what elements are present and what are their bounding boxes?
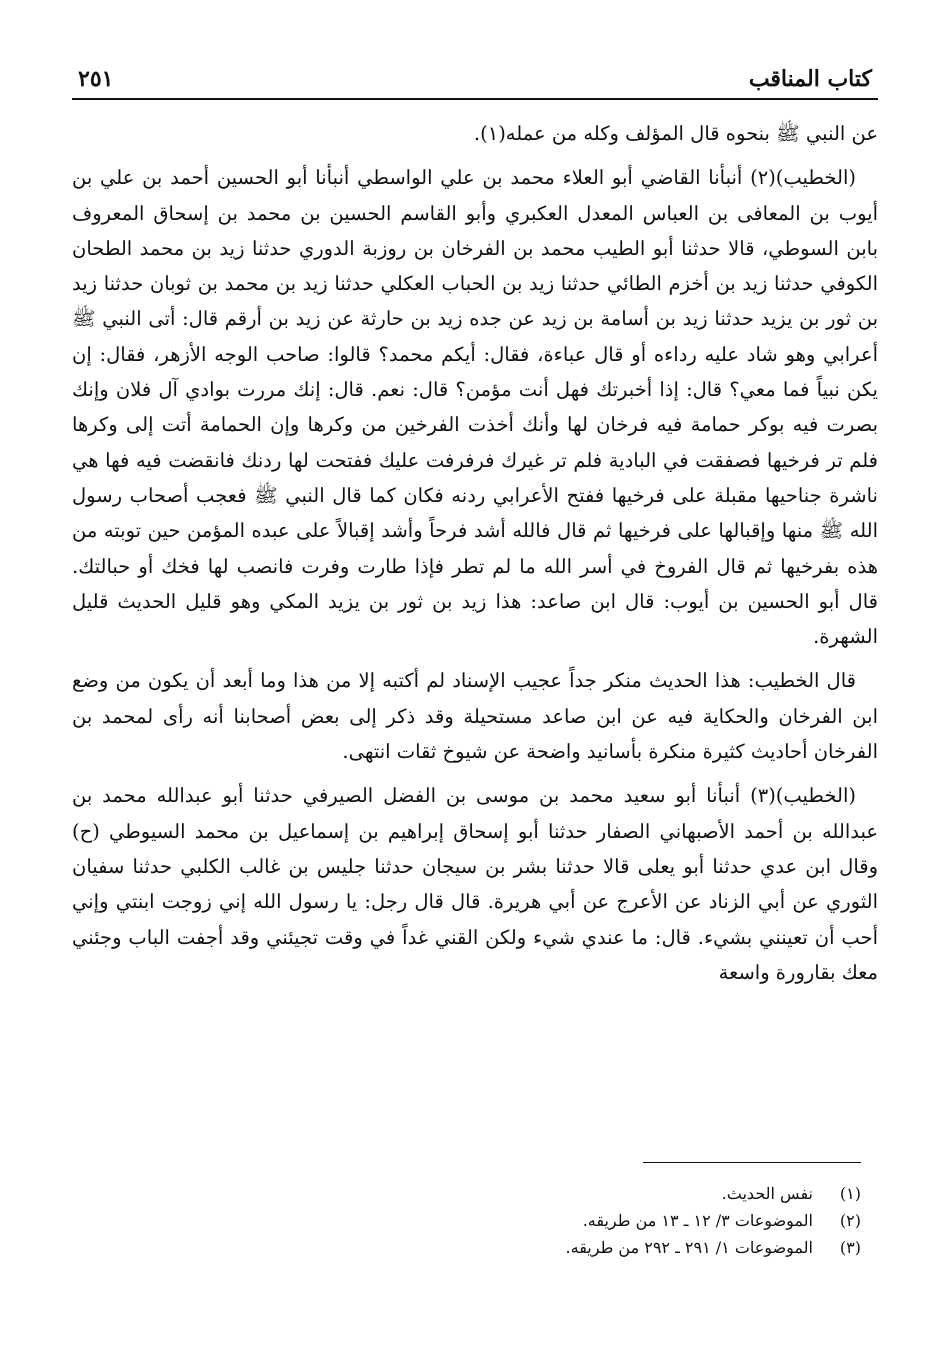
paragraph-khatib-second-hadith: (الخطيب)(٣) أنبأنا أبو سعيد محمد بن موسى بن الفضل الصيرفي حدثنا أبو عبدالله محمد بن عبدالله بن أحمد الأصبهاني الصفار حدثنا أبو إسحاق إبراهيم بن إسماعيل بن محمد السيوطي (ح) وقال ابن عدي حدثنا أبو يعلى قالا حدثنا بشر بن سيجان حدثنا جليس بن غالب الكلبي حدثنا سفيان الثوري عن أبي الزناد عن الأعرج عن أبي هريرة. قال قال رجل: يا رسول الله إني زوجت ابنتي وإني أحب أن تعينني بشيء. قال: ما عندي شيء ولكن القني غداً في وقت تجيئني وقد أجفت الباب وجئني معك بقارورة واسعة <box>72 784 878 984</box>
footnotes <box>461 1180 861 1261</box>
paragraph-khatib-comment: قال الخطيب: هذا الحديث منكر جداً عجيب الإسناد لم أكتبه إلا من هذا وما أبعد أن يكون من وضع ابن الفرخان والحكاية فيه عن ابن صاعد مستحيلة وقد ذكر إلى بعض أصحابنا أنه رأى لمحمد بن الفرخان أحاديث كثيرة منكرة بأسانيد واضحة عن شيوخ ثقات انتهى. <box>72 669 878 764</box>
footnote-number: (١) <box>839 1184 861 1203</box>
main-text <box>72 116 878 999</box>
page-number: ٢٥١ <box>78 66 114 92</box>
chapter-title: كتاب المناقب <box>748 66 872 92</box>
footnote-item <box>461 1207 861 1234</box>
footnote-text: نفس الحديث. <box>721 1184 813 1203</box>
footnote-number: (٢) <box>839 1211 861 1230</box>
footnote-number: (٣) <box>839 1238 861 1257</box>
paragraph-continuation: عن النبي ﷺ بنحوه قال المؤلف وكله من عمله(١). <box>473 122 878 145</box>
footnote-separator <box>643 1162 861 1163</box>
running-header <box>72 62 878 100</box>
paragraph-khatib-hadith: (الخطيب)(٢) أنبأنا القاضي أبو العلاء محمد بن علي الواسطي أنبأنا أبو الحسين أحمد بن علي بن أيوب بن المعافى بن العباس المعدل العكبري وأبو القاسم الحسين بن محمد بن إسحاق المعروف بابن السوطي، قالا حدثنا أبو الطيب محمد بن الفرخان بن روزبة الدوري حدثنا زيد بن محمد الطحان الكوفي حدثنا زيد بن أخزم الطائي حدثنا زيد بن الحباب العكلي حدثنا زيد بن محمد بن ثوبان حدثنا زيد بن ثور بن يزيد حدثنا زيد بن أسامة بن زيد عن جده زيد بن حارثة عن زيد بن أرقم قال: أتى النبي ﷺ أعرابي وهو شاد عليه رداءه أو قال عباءة، فقال: أيكم محمد؟ قالوا: صاحب الوجه الأزهر، فقال: إن يكن نبياً فما معي؟ قال: إذا أخبرتك فهل أنت مؤمن؟ قال: نعم. قال: إنك مررت بوادي آل فلان وإنك بصرت فيه بوكر حمامة فيه فرخان لها وأنك أخذت الفرخين من وكرها وإن الحمامة أتت إلى وكرها فلم تر فرخيها فصفقت في البادية فلم تر غيرك فرفرفت عليك ففتحت لها ردنك فانقضت فيه فها هي ناشرة جناحيها مقبلة على فرخيها ففتح الأعرابي ردنه فكان كما قال النبي ﷺ فعجب أصحاب رسول الله ﷺ منها وإقبالها على فرخيها ثم قال فالله أشد فرحاً وأشد إقبالاً على عبده المؤمن حين توبته من هذه بفرخيها ثم قال الفروخ في أسر الله ما لم تطر فإذا طارت وفرت فانصب لها فخك أو حبالتك. قال أبو الحسين بن أيوب: قال ابن صاعد: هذا زيد بن ثور بن يزيد المكي وهو قليل الحديث قليل الشهرة. <box>72 166 878 649</box>
footnote-item <box>461 1234 861 1261</box>
footnote-item <box>461 1180 861 1207</box>
footnote-text: الموضوعات ٣/ ١٢ ـ ١٣ من طريقه. <box>582 1211 813 1230</box>
footnote-text: الموضوعات ١/ ٢٩١ ـ ٢٩٢ من طريقه. <box>565 1238 813 1257</box>
